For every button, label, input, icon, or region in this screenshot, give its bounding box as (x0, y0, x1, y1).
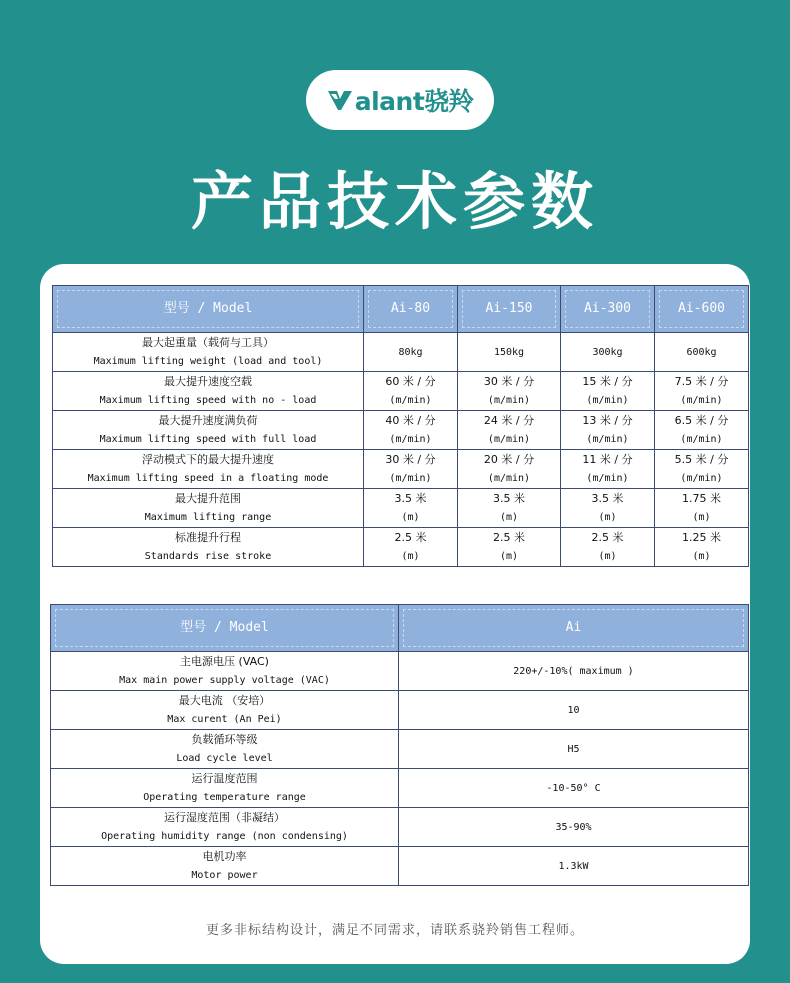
value-cell: 13 米 / 分 (m/min) (561, 411, 655, 450)
value-cell: 1.75 米 (m) (655, 489, 749, 528)
brand-logo (306, 70, 494, 130)
table-row (53, 333, 749, 372)
value-cell: 35-90% (399, 808, 749, 847)
value-cell: 20 米 / 分 (m/min) (458, 450, 561, 489)
table-row (51, 652, 749, 691)
value-cell: 150kg (458, 333, 561, 372)
value-cell: 11 米 / 分 (m/min) (561, 450, 655, 489)
value-cell: 5.5 米 / 分 (m/min) (655, 450, 749, 489)
header-ai-80: Ai-80 (364, 286, 458, 333)
value-cell: H5 (399, 730, 749, 769)
param-label: 电机功率 Motor power (51, 847, 399, 886)
param-label: 最大提升速度满负荷 Maximum lifting speed with full load (53, 411, 364, 450)
spec-table-models (52, 285, 749, 567)
param-label: 标准提升行程 Standards rise stroke (53, 528, 364, 567)
value-cell: 1.3kW (399, 847, 749, 886)
valant-logo-icon (327, 89, 353, 111)
header-model: 型号 / Model (51, 605, 399, 652)
table-row (51, 847, 749, 886)
table-row (53, 450, 749, 489)
table-row (51, 730, 749, 769)
spec-card (40, 264, 750, 964)
header-ai: Ai (399, 605, 749, 652)
param-label: 负载循环等级 Load cycle level (51, 730, 399, 769)
value-cell: 1.25 米 (m) (655, 528, 749, 567)
param-label: 最大起重量（载荷与工具） Maximum lifting weight (load and tool) (53, 333, 364, 372)
param-label: 最大电流 （安培） Max curent (An Pei) (51, 691, 399, 730)
header-ai-150: Ai-150 (458, 286, 561, 333)
value-cell: 300kg (561, 333, 655, 372)
param-label: 最大提升速度空载 Maximum lifting speed with no - load (53, 372, 364, 411)
value-cell: 3.5 米 (m) (458, 489, 561, 528)
value-cell: 600kg (655, 333, 749, 372)
param-label: 浮动模式下的最大提升速度 Maximum lifting speed in a floating mode (53, 450, 364, 489)
param-label: 运行温度范围 Operating temperature range (51, 769, 399, 808)
table-row (53, 411, 749, 450)
value-cell: 3.5 米 (m) (364, 489, 458, 528)
value-cell: 2.5 米 (m) (561, 528, 655, 567)
logo-text: alant骁羚 (354, 87, 474, 116)
spec-table-electrical (50, 604, 749, 886)
value-cell: 2.5 米 (m) (364, 528, 458, 567)
header-model: 型号 / Model (53, 286, 364, 333)
param-label: 最大提升范围 Maximum lifting range (53, 489, 364, 528)
value-cell: 15 米 / 分 (m/min) (561, 372, 655, 411)
header-ai-600: Ai-600 (655, 286, 749, 333)
table-row (53, 372, 749, 411)
table-row (51, 808, 749, 847)
value-cell: 40 米 / 分 (m/min) (364, 411, 458, 450)
value-cell: 60 米 / 分 (m/min) (364, 372, 458, 411)
param-label: 运行湿度范围（非凝结） Operating humidity range (non condensing) (51, 808, 399, 847)
header-ai-300: Ai-300 (561, 286, 655, 333)
value-cell: 30 米 / 分 (m/min) (364, 450, 458, 489)
table-row (53, 489, 749, 528)
value-cell: 6.5 米 / 分 (m/min) (655, 411, 749, 450)
value-cell: 2.5 米 (m) (458, 528, 561, 567)
param-label: 主电源电压 (VAC) Max main power supply voltage (VAC) (51, 652, 399, 691)
value-cell: 3.5 米 (m) (561, 489, 655, 528)
table-row (51, 769, 749, 808)
footer-note: 更多非标结构设计，满足不同需求，请联系骁羚销售工程师。 (205, 923, 584, 938)
value-cell: 80kg (364, 333, 458, 372)
value-cell: 30 米 / 分 (m/min) (458, 372, 561, 411)
page-heading: 产品技术参数 (190, 165, 599, 238)
value-cell: -10-50° C (399, 769, 749, 808)
value-cell: 10 (399, 691, 749, 730)
value-cell: 220+/-10%( maximum ) (399, 652, 749, 691)
table-row (51, 691, 749, 730)
table-row (53, 528, 749, 567)
value-cell: 24 米 / 分 (m/min) (458, 411, 561, 450)
value-cell: 7.5 米 / 分 (m/min) (655, 372, 749, 411)
